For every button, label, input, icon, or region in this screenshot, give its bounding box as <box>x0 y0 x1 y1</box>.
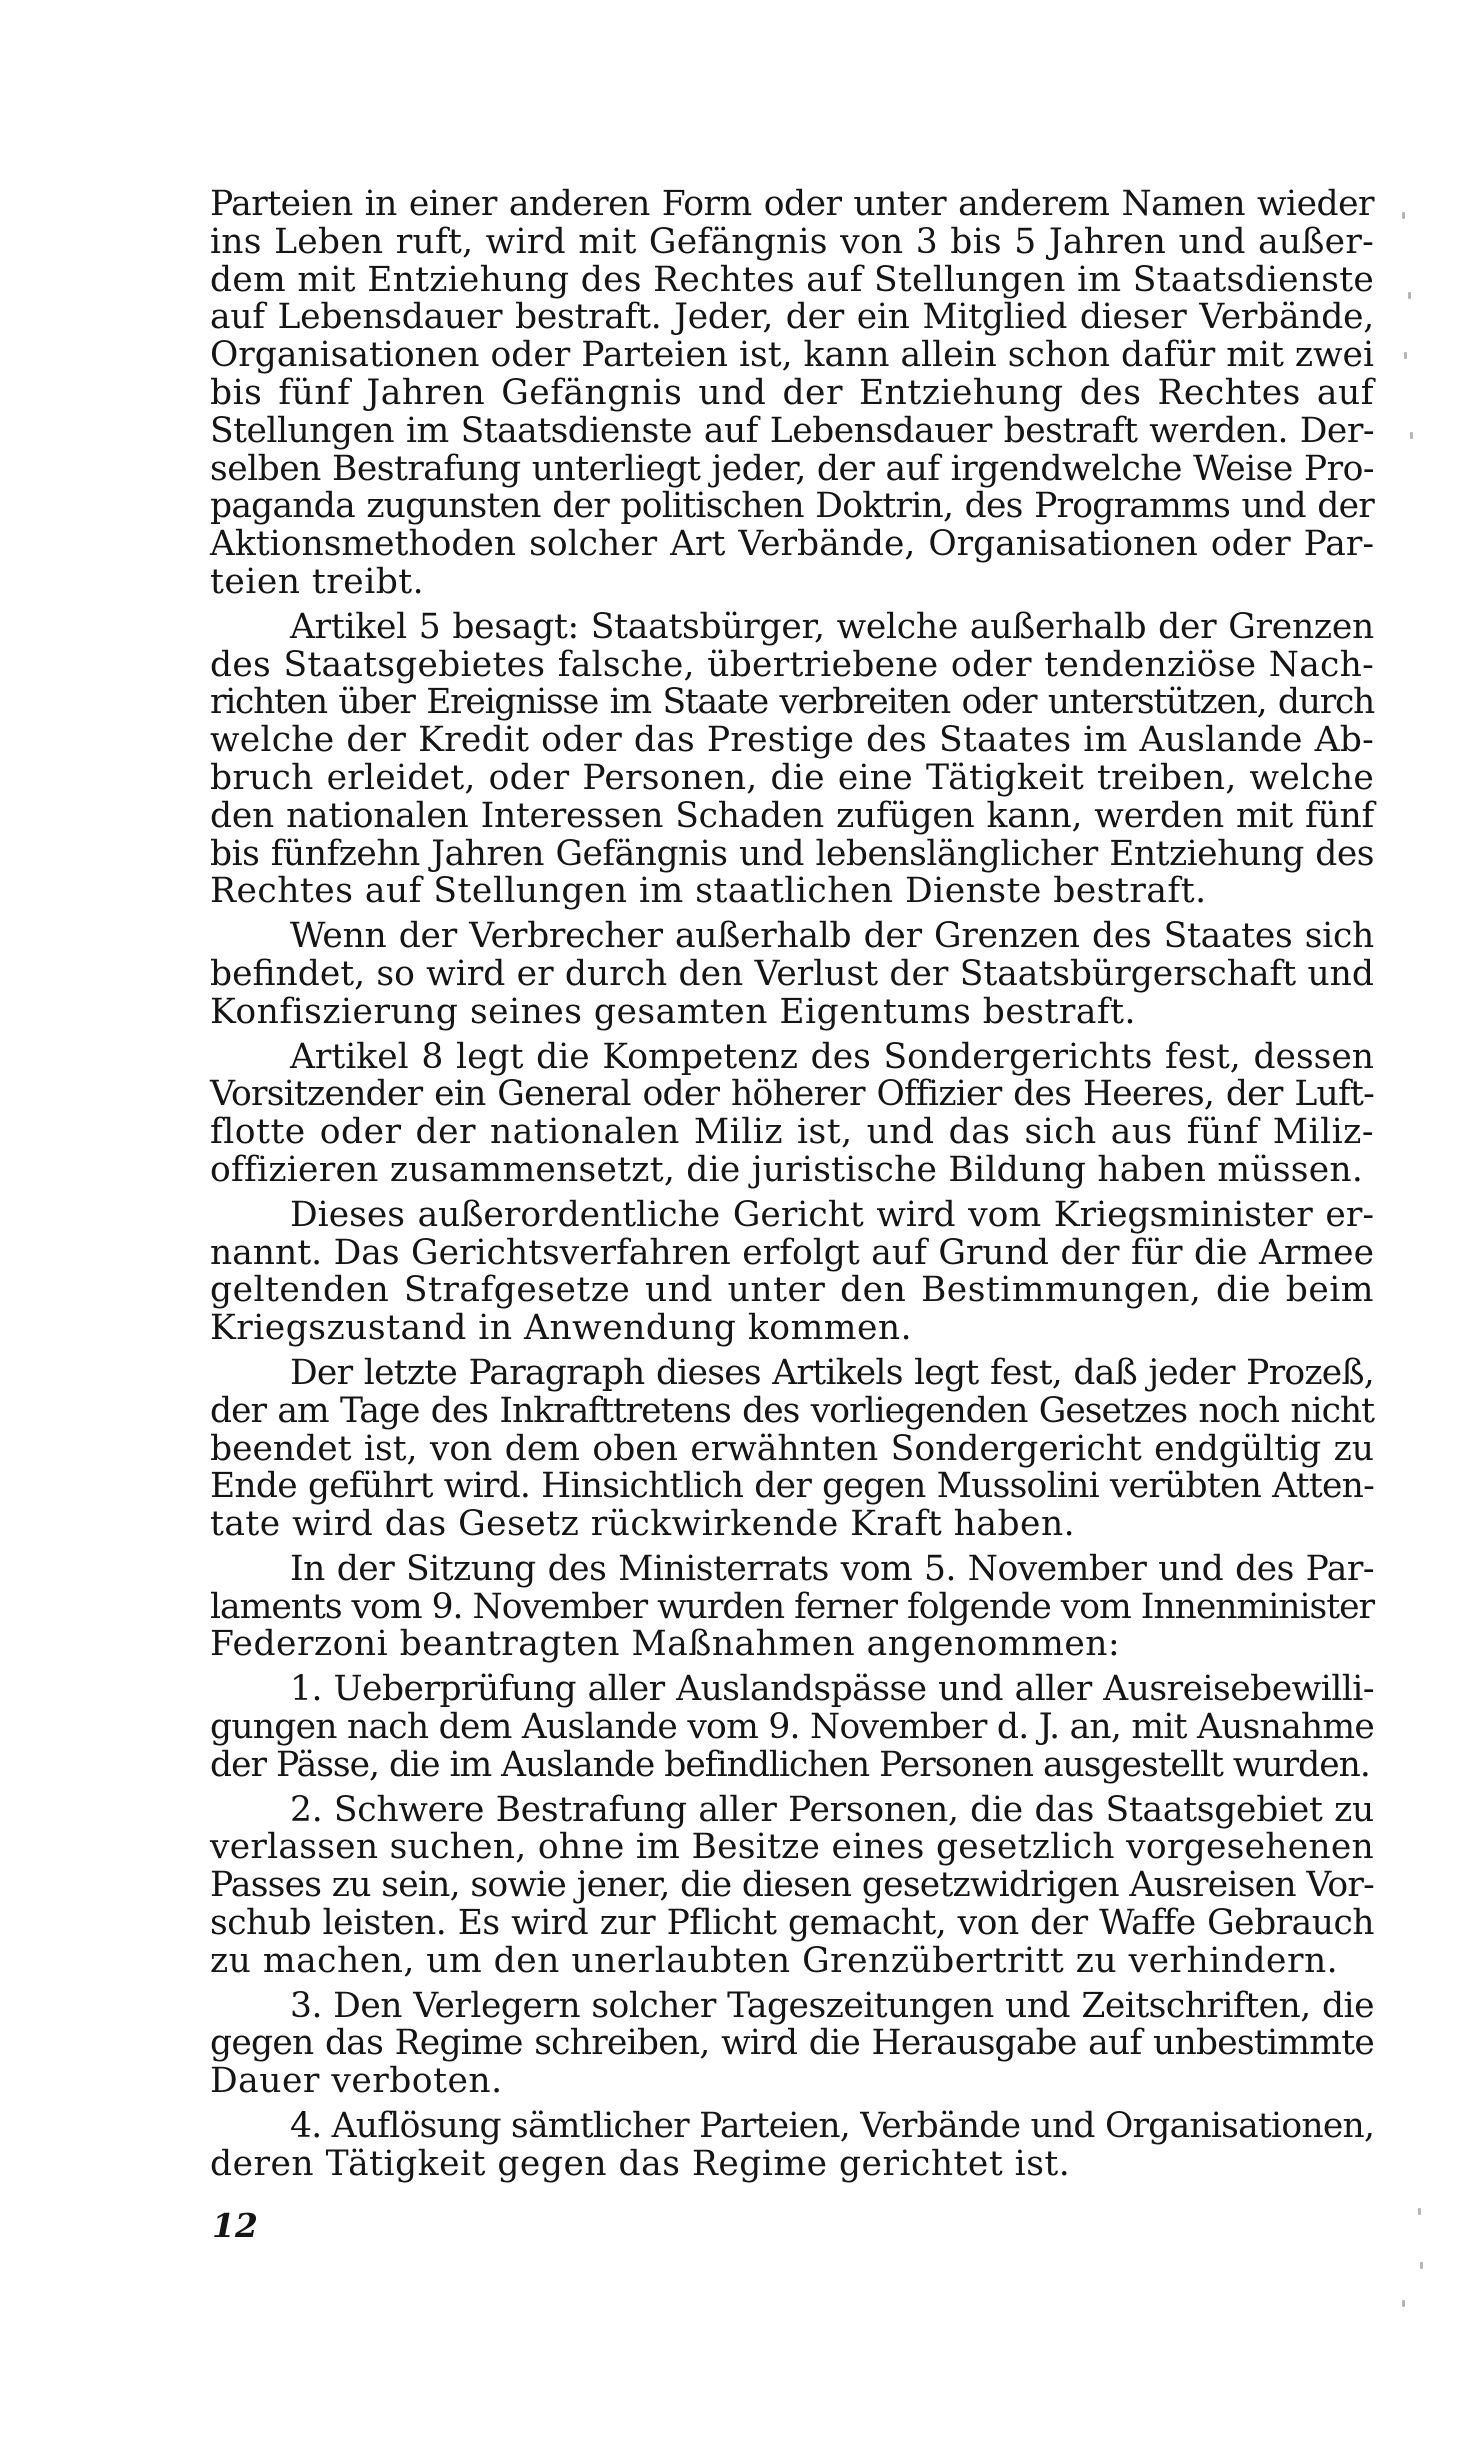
text-line: richten über Ereignisse im Staate verbreiten oder unterstützen, durch <box>210 682 1374 723</box>
text-line: gungen nach dem Auslande vom 9. November d. J. an, mit Ausnahme <box>210 1707 1374 1748</box>
text-line: nannt. Das Gerichtsverfahren erfolgt auf Grund der für die Armee <box>210 1232 1374 1273</box>
text-line: Konfiszierung seines gesamten Eigentums bestraft. <box>210 991 1137 1032</box>
paragraph <box>210 1985 1374 2102</box>
text-line: Kriegszustand in Anwendung kommen. <box>210 1308 913 1349</box>
scan-speck <box>1420 2262 1423 2269</box>
text-line: Stellungen im Staatsdienste auf Lebensdauer bestraft werden. Der- <box>210 410 1374 451</box>
text-line: Der letzte Paragraph dieses Artikels legt fest, daß jeder Prozeß, <box>290 1352 1374 1393</box>
text-line: deren Tätigkeit gegen das Regime gerichtet ist. <box>210 2143 1071 2184</box>
text-line: tate wird das Gesetz rückwirkende Kraft haben. <box>210 1504 1076 1545</box>
text-line: 3. Den Verlegern solcher Tageszeitungen und Zeitschriften, die <box>290 1985 1374 2026</box>
paragraph <box>210 186 1374 602</box>
paragraph <box>210 1036 1374 1190</box>
text-line: Artikel 5 besagt: Staatsbürger, welche außerhalb der Grenzen <box>290 606 1374 647</box>
text-line: beendet ist, von dem oben erwähnten Sondergericht endgültig zu <box>210 1428 1374 1469</box>
text-line: 4. Auflösung sämtlicher Parteien, Verbände und Organisationen, <box>290 2106 1375 2147</box>
text-line: bruch erleidet, oder Personen, die eine Tätigkeit treiben, welche <box>210 757 1374 798</box>
scan-speck <box>1402 2300 1405 2307</box>
text-line: welche der Kredit oder das Prestige des Staates im Auslande Ab- <box>210 720 1374 761</box>
text-line: der Pässe, die im Auslande befindlichen Personen ausgestellt wurden. <box>210 1744 1370 1785</box>
text-line: 2. Schwere Bestrafung aller Personen, die das Staatsgebiet zu <box>290 1789 1374 1830</box>
paragraph <box>210 606 1374 912</box>
text-line: Vorsitzender ein General oder höherer Offizier des Heeres, der Luft- <box>210 1074 1374 1115</box>
scan-speck <box>1404 352 1407 359</box>
text-line: teien treibt. <box>210 561 425 602</box>
text-line: befindet, so wird er durch den Verlust der Staatsbürgerschaft und <box>210 953 1374 994</box>
text-line: verlassen suchen, ohne im Besitze eines gesetzlich vorgesehenen <box>210 1827 1374 1868</box>
text-line: Dieses außerordentliche Gericht wird vom Kriegsminister er- <box>290 1194 1374 1235</box>
body-text <box>210 186 1374 2184</box>
text-line: auf Lebensdauer bestraft. Jeder, der ein Mitglied dieser Verbände, <box>210 297 1374 338</box>
text-line: Aktionsmethoden solcher Art Verbände, Organisationen oder Par- <box>210 524 1374 565</box>
paragraph <box>210 1789 1374 1981</box>
paragraph <box>210 1548 1374 1665</box>
text-line: bis fünf Jahren Gefängnis und der Entziehung des Rechtes auf <box>210 372 1374 413</box>
paragraph <box>210 918 1374 1031</box>
text-line: Dauer verboten. <box>210 2061 503 2102</box>
text-line: den nationalen Interessen Schaden zufügen kann, werden mit fünf <box>210 795 1374 836</box>
text-line: laments vom 9. November wurden ferner folgende vom Innenminister <box>210 1586 1374 1627</box>
text-line: offizieren zusammensetzt, die juristische Bildung haben müssen. <box>210 1149 1364 1190</box>
text-line: Passes zu sein, sowie jener, die diesen gesetzwidrigen Ausreisen Vor- <box>210 1865 1374 1906</box>
text-line: des Staatsgebietes falsche, übertriebene oder tendenziöse Nach- <box>210 644 1374 685</box>
paragraph <box>210 1194 1374 1349</box>
paragraph <box>210 2108 1374 2184</box>
text-line: Artikel 8 legt die Kompetenz des Sondergerichts fest, dessen <box>290 1036 1374 1077</box>
text-line: Rechtes auf Stellungen im staatlichen Dienste bestraft. <box>210 871 1207 912</box>
text-line: In der Sitzung des Ministerrats vom 5. November und des Par- <box>290 1548 1374 1589</box>
page-number: 12 <box>212 2206 258 2245</box>
text-line: der am Tage des Inkrafttretens des vorliegenden Gesetzes noch nicht <box>210 1390 1374 1431</box>
text-line: bis fünfzehn Jahren Gefängnis und lebenslänglicher Entziehung des <box>210 833 1374 874</box>
text-line: zu machen, um den unerlaubten Grenzübertritt zu verhindern. <box>210 1940 1339 1981</box>
text-line: ins Leben ruft, wird mit Gefängnis von 3 bis 5 Jahren und außer- <box>210 221 1374 262</box>
text-line: 1. Ueberprüfung aller Auslandspässe und aller Ausreisebewilli- <box>290 1669 1374 1710</box>
text-line: Wenn der Verbrecher außerhalb der Grenzen des Staates sich <box>290 916 1374 957</box>
text-line: paganda zugunsten der politischen Doktrin, des Programms und der <box>210 486 1374 527</box>
paragraph <box>210 1671 1374 1784</box>
text-line: Parteien in einer anderen Form oder unter anderem Namen wieder <box>210 184 1374 224</box>
text-line: gegen das Regime schreiben, wird die Herausgabe auf unbestimmte <box>210 2023 1374 2064</box>
text-line: flotte oder der nationalen Miliz ist, und das sich aus fünf Miliz- <box>210 1112 1374 1153</box>
text-line: Organisationen oder Parteien ist, kann allein schon dafür mit zwei <box>210 335 1374 376</box>
text-line: Federzoni beantragten Maßnahmen angenommen: <box>210 1624 1121 1665</box>
text-line: Ende geführt wird. Hinsichtlich der gegen Mussolini verübten Atten- <box>210 1466 1374 1507</box>
text-line: dem mit Entziehung des Rechtes auf Stellungen im Staatsdienste <box>210 259 1374 300</box>
scan-speck <box>1402 212 1405 219</box>
scan-speck <box>1418 2208 1421 2215</box>
scan-speck <box>1408 292 1411 299</box>
text-line: schub leisten. Es wird zur Pflicht gemacht, von der Waffe Gebrauch <box>210 1903 1374 1944</box>
text-line: geltenden Strafgesetze und unter den Bestimmungen, die beim <box>210 1270 1374 1311</box>
text-line: selben Bestrafung unterliegt jeder, der auf irgendwelche Weise Pro- <box>210 448 1374 489</box>
paragraph <box>210 1352 1374 1545</box>
scan-speck <box>1410 432 1413 439</box>
